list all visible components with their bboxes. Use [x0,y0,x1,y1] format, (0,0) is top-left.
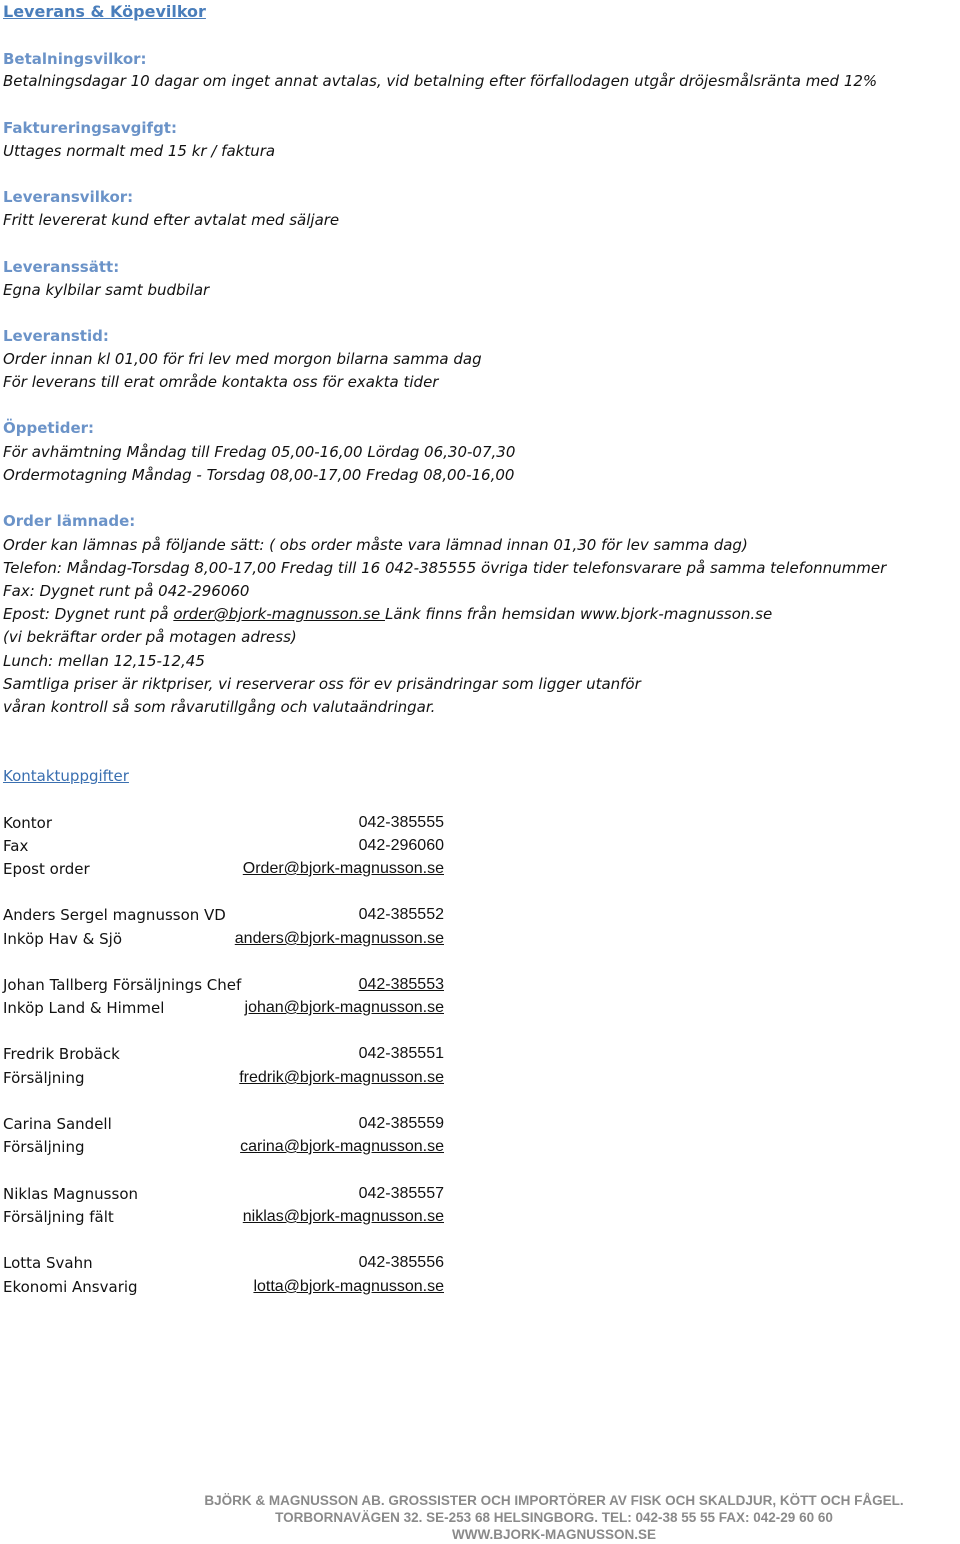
section-heading-leveranstid: Leveranstid: [3,327,109,345]
person-email-link[interactable]: lotta@bjork-magnusson.se [253,1278,444,1295]
person-phone: 042-385557 [358,1185,444,1202]
section-heading-order-lamnade: Order lämnade: [3,512,136,530]
section-heading-oppetider: Öppetider: [3,419,95,437]
section-heading-faktureringsavgift: Faktureringsavgifgt: [3,119,177,137]
section-text: Ordermotagning Måndag - Torsdag 08,00-17,00 Fredag 08,00-16,00 [3,466,515,484]
person-phone: 042-385556 [358,1254,444,1271]
section-text: Telefon: Måndag-Torsdag 8,00-17,00 Fredag till 16 042-385555 övriga tider telefonsvarare på samma telefonnummer [3,559,887,577]
contact-value-fax: 042-296060 [358,837,444,854]
page-title: Leverans & Köpevilkor [3,2,206,21]
epost-line [3,605,772,623]
section-text: Egna kylbilar samt budbilar [3,281,210,299]
section-heading-leveransvilkor: Leveransvilkor: [3,188,134,206]
order-email-contact-link[interactable]: Order@bjork-magnusson.se [242,860,444,877]
person-name: Fredrik Brobäck [3,1045,120,1063]
person-name: Carina Sandell [3,1115,112,1133]
person-phone: 042-385553 [358,976,444,993]
section-text: Fritt levererat kund efter avtalat med säljare [3,211,340,229]
section-text: För avhämtning Måndag till Fredag 05,00-16,00 Lördag 06,30-07,30 [3,443,516,461]
section-heading-leveranssatt: Leveranssätt: [3,258,120,276]
section-heading-betalningsvilkor: Betalningsvilkor: [3,50,147,68]
section-text: Order innan kl 01,00 för fri lev med morgon bilarna samma dag [3,350,482,368]
section-text: Order kan lämnas på följande sätt: ( obs order måste vara lämnad innan 01,30 för lev samma dag) [3,536,748,554]
person-email-link[interactable]: anders@bjork-magnusson.se [234,930,444,947]
section-text: Lunch: mellan 12,15-12,45 [3,652,205,670]
section-text: Fax: Dygnet runt på 042-296060 [3,582,250,600]
person-role: Försäljning [3,1138,85,1156]
contact-label-epost: Epost order [3,860,90,878]
person-phone: 042-385559 [358,1115,444,1132]
footer-company-line: BJÖRK & MAGNUSSON AB. GROSSISTER OCH IMPORTÖRER AV FISK OCH SKALDJUR, KÖTT OCH FÅGEL. [204,1493,904,1508]
section-text: våran kontroll så som råvarutillgång och valutaändringar. [3,698,436,716]
order-email-link[interactable]: order@bjork-magnusson.se [173,605,385,623]
contacts-title[interactable]: Kontaktuppgifter [3,767,129,785]
person-email-link[interactable]: carina@bjork-magnusson.se [240,1138,444,1155]
person-phone: 042-385551 [358,1045,444,1062]
person-name: Lotta Svahn [3,1254,93,1272]
footer-website-line: WWW.BJORK-MAGNUSSON.SE [452,1527,656,1542]
person-role: Ekonomi Ansvarig [3,1278,138,1296]
footer-address-line: TORBORNAVÄGEN 32. SE-253 68 HELSINGBORG. TEL: 042-38 55 55 FAX: 042-29 60 60 [275,1510,833,1525]
person-name: Anders Sergel magnusson VD [3,906,226,924]
contact-label-fax: Fax [3,837,29,855]
section-text: (vi bekräftar order på motagen adress) [3,628,297,646]
epost-suffix: Länk finns från hemsidan www.bjork-magnusson.se [384,605,773,623]
person-role: Inköp Land & Himmel [3,999,165,1017]
person-name: Johan Tallberg Försäljnings Chef [3,976,242,994]
person-email-link[interactable]: johan@bjork-magnusson.se [244,999,444,1016]
contact-label-kontor: Kontor [3,814,52,832]
section-text: Uttages normalt med 15 kr / faktura [3,142,276,160]
epost-prefix: Epost: Dygnet runt på [3,605,174,623]
person-name: Niklas Magnusson [3,1185,138,1203]
section-text: För leverans till erat område kontakta oss för exakta tider [3,373,439,391]
person-email-link[interactable]: fredrik@bjork-magnusson.se [239,1069,444,1086]
contact-value-kontor: 042-385555 [358,814,444,831]
person-phone: 042-385552 [358,906,444,923]
person-role: Försäljning fält [3,1208,114,1226]
person-role: Inköp Hav & Sjö [3,930,122,948]
person-email-link[interactable]: niklas@bjork-magnusson.se [242,1208,444,1225]
section-text: Betalningsdagar 10 dagar om inget annat avtalas, vid betalning efter förfallodagen utgår dröjesmålsränta med 12% [3,72,878,90]
section-text: Samtliga priser är riktpriser, vi reserverar oss för ev prisändringar som ligger utanför [3,675,641,693]
person-role: Försäljning [3,1069,85,1087]
